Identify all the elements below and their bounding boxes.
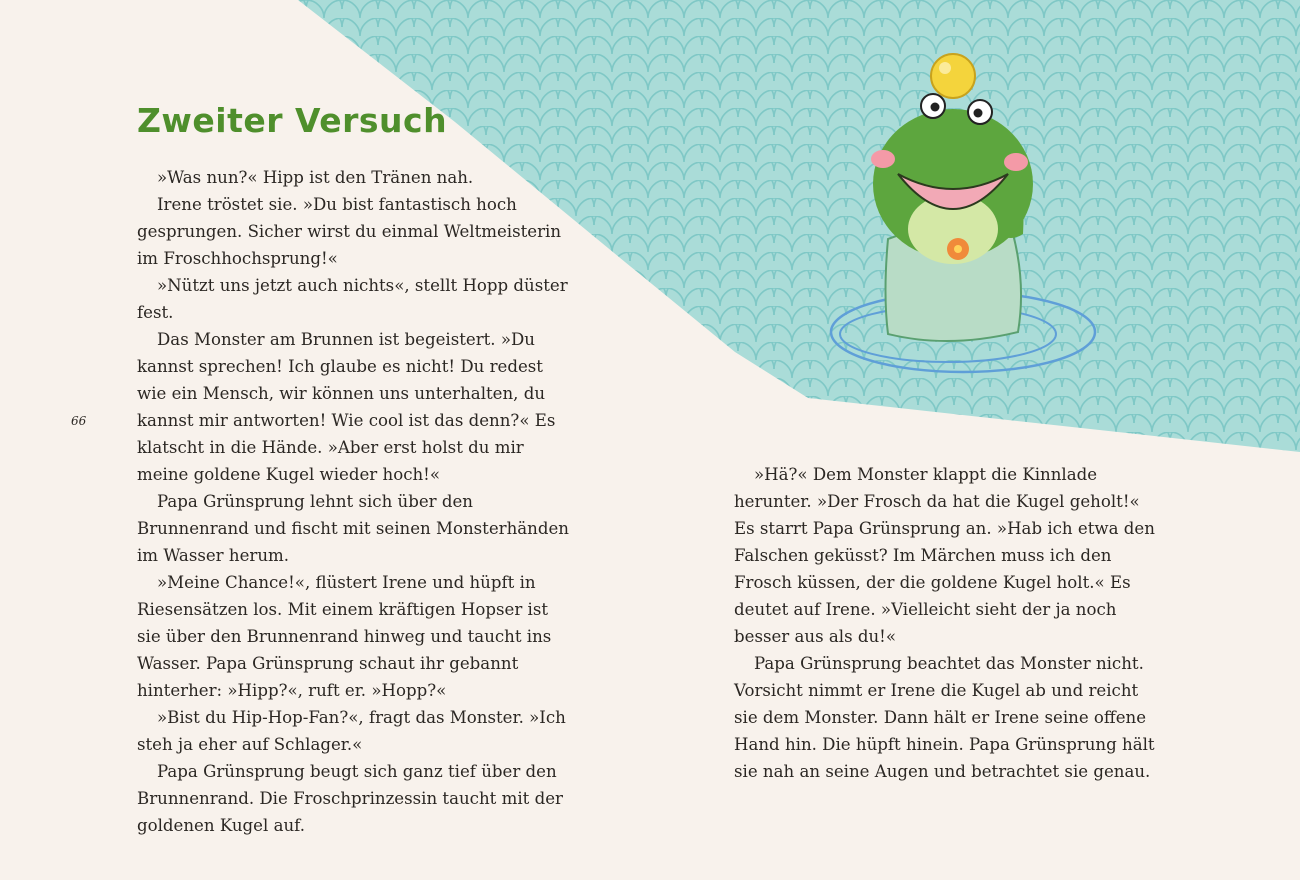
paragraph: »Was nun?« Hipp ist den Tränen nah.	[157, 168, 474, 187]
paragraph: »Hä?« Dem Monster klappt die Kinnlade herunter. »Der Frosch da hat die Kugel geholt!« Es starrt Papa Grünsprung an. »Hab ich etwa den Falschen geküsst? Im Märchen muss ich den Frosch küssen, der die goldene Kugel holt.« Es deutet auf Irene. »Vielleicht sieht der ja noch besser aus als du!«	[734, 465, 1155, 646]
paragraph: Papa Grünsprung lehnt sich über den Brunnenrand und fischt mit seinen Monsterhänden im Wasser herum.	[137, 492, 569, 565]
paragraph: Papa Grünsprung beachtet das Monster nicht. Vorsicht nimmt er Irene die Kugel ab und reicht sie dem Monster. Dann hält er Irene seine offene Hand hin. Die hüpft hinein. Papa Grünsprung hält sie nah an seine Augen und betrachtet sie genau.	[734, 654, 1155, 781]
cheek	[1004, 153, 1028, 171]
paragraph: »Bist du Hip-Hop-Fan?«, fragt das Monster. »Ich steh ja eher auf Schlager.«	[137, 708, 566, 754]
paragraph: Das Monster am Brunnen ist begeistert. »Du kannst sprechen! Ich glaube es nicht! Du redest wie ein Mensch, wir können uns unterhalten, du kannst mir antworten! Wie cool ist das denn?« Es klatscht in die Hände. »Aber erst holst du mir meine goldene Kugel wieder hoch!«	[137, 330, 556, 484]
paragraph: »Nützt uns jetzt auch nichts«, stellt Hopp düster fest.	[137, 276, 568, 322]
paragraph: »Meine Chance!«, flüstert Irene und hüpft in Riesensätzen los. Mit einem kräftigen Hopser ist sie über den Brunnenrand hinweg und taucht ins Wasser. Papa Grünsprung schaut ihr gebannt hinterher: »Hipp?«, ruft er. »Hopp?«	[137, 573, 552, 700]
frog-illustration	[828, 44, 1108, 384]
right-column	[734, 461, 1159, 785]
left-column	[137, 164, 572, 839]
cheek	[871, 150, 895, 168]
page-number: 66	[71, 414, 87, 428]
paragraph: Irene tröstet sie. »Du bist fantastisch hoch gesprungen. Sicher wirst du einmal Weltmeisterin im Froschhochsprung!«	[137, 195, 562, 268]
paragraph: Papa Grünsprung beugt sich ganz tief über den Brunnenrand. Die Froschprinzessin taucht mit der goldenen Kugel auf.	[137, 762, 563, 835]
golden-ball	[931, 54, 975, 98]
page-title: Zweiter Versuch	[137, 101, 448, 140]
